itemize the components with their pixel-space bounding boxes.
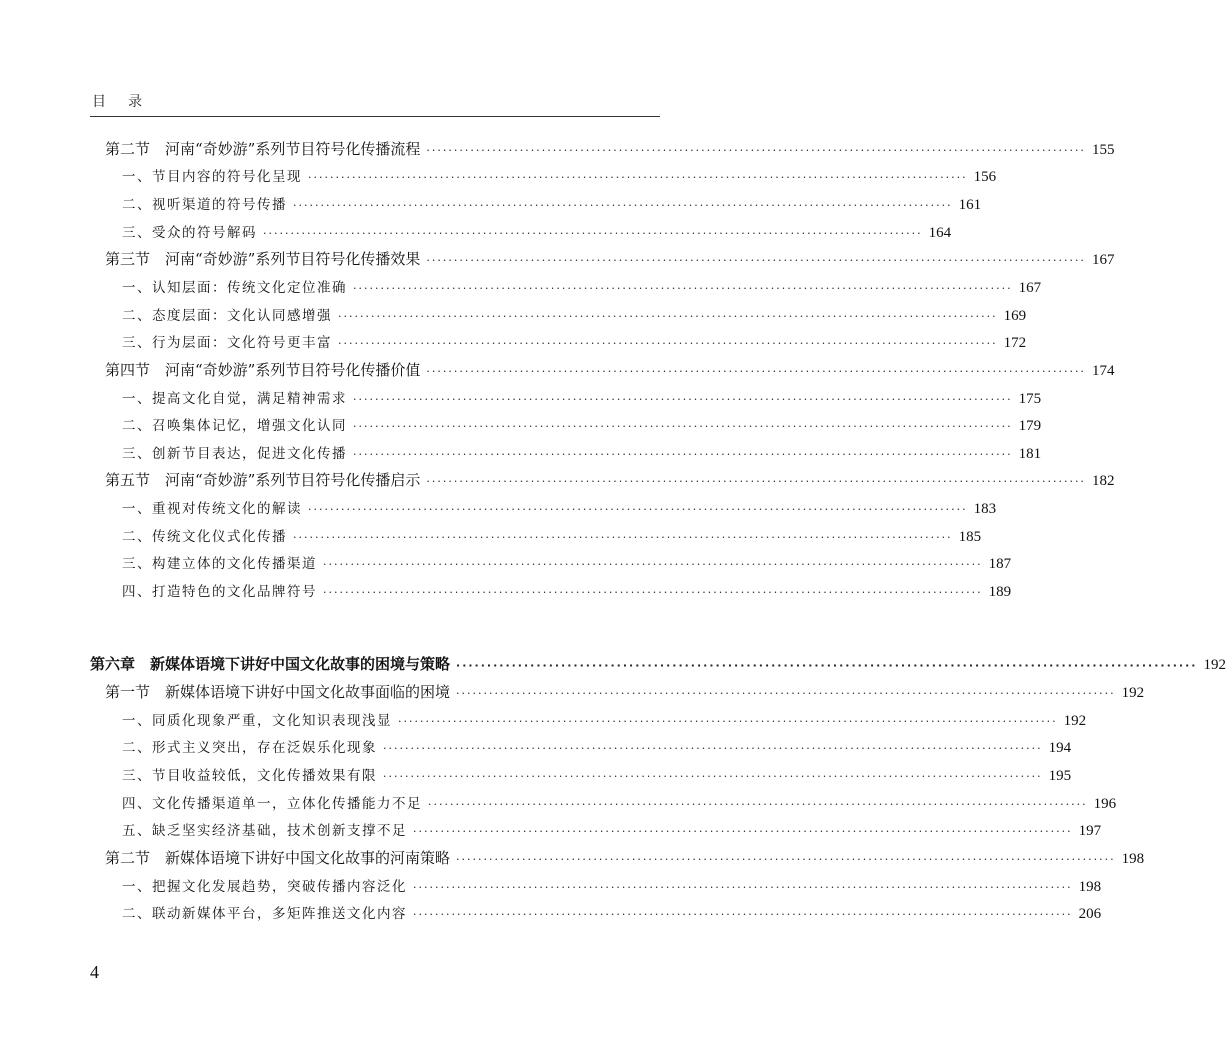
dot-leader: ························································································································ — [426, 144, 1086, 157]
dot-leader: ························································································································ — [293, 531, 953, 544]
toc-entry-title: 一、把握文化发展趋势，突破传播内容泛化 — [122, 879, 407, 895]
dot-leader: ························································································································ — [263, 227, 923, 240]
toc-page-number: 155 — [1091, 142, 1115, 158]
toc-page-number: 183 — [973, 501, 997, 517]
toc-entry-title: 二、联动新媒体平台，多矩阵推送文化内容 — [122, 906, 407, 922]
toc-page-number: 167 — [1091, 252, 1115, 268]
dot-leader: ························································································································ — [293, 199, 953, 212]
dot-leader: ························································································································ — [413, 908, 1073, 921]
toc-entry-title: 二、态度层面：文化认同感增强 — [122, 308, 332, 324]
toc-entry-title: 五、缺乏坚实经济基础，技术创新支撑不足 — [122, 823, 407, 839]
toc-chapter-row[interactable] — [90, 653, 1226, 675]
toc-item-row[interactable] — [122, 902, 1102, 924]
dot-leader: ························································································································ — [323, 558, 983, 571]
toc-entry-title: 一、同质化现象严重，文化知识表现浅显 — [122, 713, 392, 729]
dot-leader: ························································································································ — [398, 715, 1058, 728]
toc-entry-title: 第二节 河南“奇妙游”系列节目符号化传播流程 — [105, 140, 421, 158]
toc-page-number: 192 — [1121, 685, 1145, 701]
dot-leader: ························································································································ — [308, 503, 968, 516]
toc-page-number: 181 — [1018, 446, 1042, 462]
toc-entry-title: 一、重视对传统文化的解读 — [122, 501, 302, 517]
toc-item-row[interactable] — [122, 331, 1027, 353]
toc-page-number: 187 — [988, 556, 1012, 572]
toc-page-number: 164 — [928, 225, 952, 241]
toc-item-row[interactable] — [122, 221, 952, 243]
toc-entry-title: 三、构建立体的文化传播渠道 — [122, 556, 317, 572]
toc-page-number: 174 — [1091, 363, 1115, 379]
toc-entry-title: 四、文化传播渠道单一，立体化传播能力不足 — [122, 796, 422, 812]
toc-page-number: 175 — [1018, 391, 1042, 407]
toc-section-row[interactable] — [105, 469, 1115, 491]
toc-item-row[interactable] — [122, 165, 997, 187]
toc-page-number: 198 — [1078, 879, 1102, 895]
toc-entry-title: 二、形式主义突出，存在泛娱乐化现象 — [122, 740, 377, 756]
dot-leader: ························································································································ — [338, 310, 998, 323]
toc-entry-title: 四、打造特色的文化品牌符号 — [122, 584, 317, 600]
toc-item-row[interactable] — [122, 552, 1012, 574]
dot-leader: ························································································································ — [338, 337, 998, 350]
toc-entry-title: 第五节 河南“奇妙游”系列节目符号化传播启示 — [105, 471, 421, 489]
toc-entry-title: 三、节目收益较低，文化传播效果有限 — [122, 768, 377, 784]
toc-section-row[interactable] — [105, 248, 1115, 270]
toc-entry-title: 一、认知层面：传统文化定位准确 — [122, 280, 347, 296]
toc-entry-title: 一、提高文化自觉，满足精神需求 — [122, 391, 347, 407]
toc-entry-title: 第一节 新媒体语境下讲好中国文化故事面临的困境 — [105, 683, 451, 701]
dot-leader: ························································································································ — [323, 586, 983, 599]
toc-page-number: 161 — [958, 197, 982, 213]
toc-page-number: 195 — [1048, 768, 1072, 784]
toc-section-row[interactable] — [105, 847, 1145, 869]
toc-entry-title: 第四节 河南“奇妙游”系列节目符号化传播价值 — [105, 361, 421, 379]
toc-entry-title: 三、创新节目表达，促进文化传播 — [122, 446, 347, 462]
toc-item-row[interactable] — [122, 525, 982, 547]
toc-item-row[interactable] — [122, 709, 1087, 731]
header-rule — [90, 116, 660, 117]
toc-item-row[interactable] — [122, 497, 997, 519]
dot-leader: ························································································································ — [353, 282, 1013, 295]
toc-item-row[interactable] — [122, 387, 1042, 409]
toc-item-row[interactable] — [122, 193, 982, 215]
toc-item-row[interactable] — [122, 792, 1117, 814]
toc-item-row[interactable] — [122, 276, 1042, 298]
toc-page-number: 167 — [1018, 280, 1042, 296]
toc-entry-title: 一、节目内容的符号化呈现 — [122, 169, 302, 185]
toc-item-row[interactable] — [122, 875, 1102, 897]
toc-item-row[interactable] — [122, 736, 1072, 758]
toc-section-row[interactable] — [105, 359, 1115, 381]
toc-entry-title: 三、受众的符号解码 — [122, 225, 257, 241]
dot-leader: ························································································································ — [426, 365, 1086, 378]
toc-page-number: 196 — [1093, 796, 1117, 812]
toc-item-row[interactable] — [122, 414, 1042, 436]
dot-leader: ························································································································ — [426, 254, 1086, 267]
dot-leader: ························································································································ — [428, 798, 1088, 811]
toc-item-row[interactable] — [122, 580, 1012, 602]
toc-section-row[interactable] — [105, 681, 1145, 703]
running-head: 目录 — [92, 94, 164, 110]
dot-leader: ························································································································ — [413, 881, 1073, 894]
dot-leader: ························································································································ — [353, 420, 1013, 433]
page-number: 4 — [90, 962, 99, 982]
toc-page-number: 192 — [1203, 657, 1226, 673]
dot-leader: ························································································································ — [413, 825, 1073, 838]
toc-page-number: 172 — [1003, 335, 1027, 351]
toc-page-number: 194 — [1048, 740, 1072, 756]
toc-entry-title: 第二节 新媒体语境下讲好中国文化故事的河南策略 — [105, 849, 451, 867]
toc-item-row[interactable] — [122, 442, 1042, 464]
dot-leader: ························································································································ — [353, 393, 1013, 406]
toc-page-number: 189 — [988, 584, 1012, 600]
dot-leader: ························································································································ — [383, 770, 1043, 783]
dot-leader: ························································································································ — [308, 171, 968, 184]
toc-item-row[interactable] — [122, 819, 1102, 841]
toc-page-number: 156 — [973, 169, 997, 185]
dot-leader: ························································································································ — [456, 853, 1116, 866]
toc-item-row[interactable] — [122, 764, 1072, 786]
toc-page-number: 198 — [1121, 851, 1145, 867]
dot-leader: ························································································································ — [426, 475, 1086, 488]
toc-page-number: 197 — [1078, 823, 1102, 839]
toc-item-row[interactable] — [122, 304, 1027, 326]
dot-leader: ························································································································ — [456, 687, 1116, 700]
toc-page-number: 206 — [1078, 906, 1102, 922]
toc-entry-title: 二、召唤集体记忆，增强文化认同 — [122, 418, 347, 434]
toc-entry-title: 第三节 河南“奇妙游”系列节目符号化传播效果 — [105, 250, 421, 268]
toc-entry-title: 三、行为层面：文化符号更丰富 — [122, 335, 332, 351]
toc-page-number: 169 — [1003, 308, 1027, 324]
toc-page-number: 192 — [1063, 713, 1087, 729]
toc-entry-title: 二、传统文化仪式化传播 — [122, 529, 287, 545]
toc-page-number: 182 — [1091, 473, 1115, 489]
toc-entry-title: 二、视听渠道的符号传播 — [122, 197, 287, 213]
dot-leader: ························································································································ — [456, 659, 1198, 672]
toc-page-number: 179 — [1018, 418, 1042, 434]
toc-section-row[interactable] — [105, 138, 1115, 160]
dot-leader: ························································································································ — [383, 742, 1043, 755]
dot-leader: ························································································································ — [353, 448, 1013, 461]
toc-entry-title: 第六章 新媒体语境下讲好中国文化故事的困境与策略 — [90, 655, 451, 673]
toc-page-number: 185 — [958, 529, 982, 545]
